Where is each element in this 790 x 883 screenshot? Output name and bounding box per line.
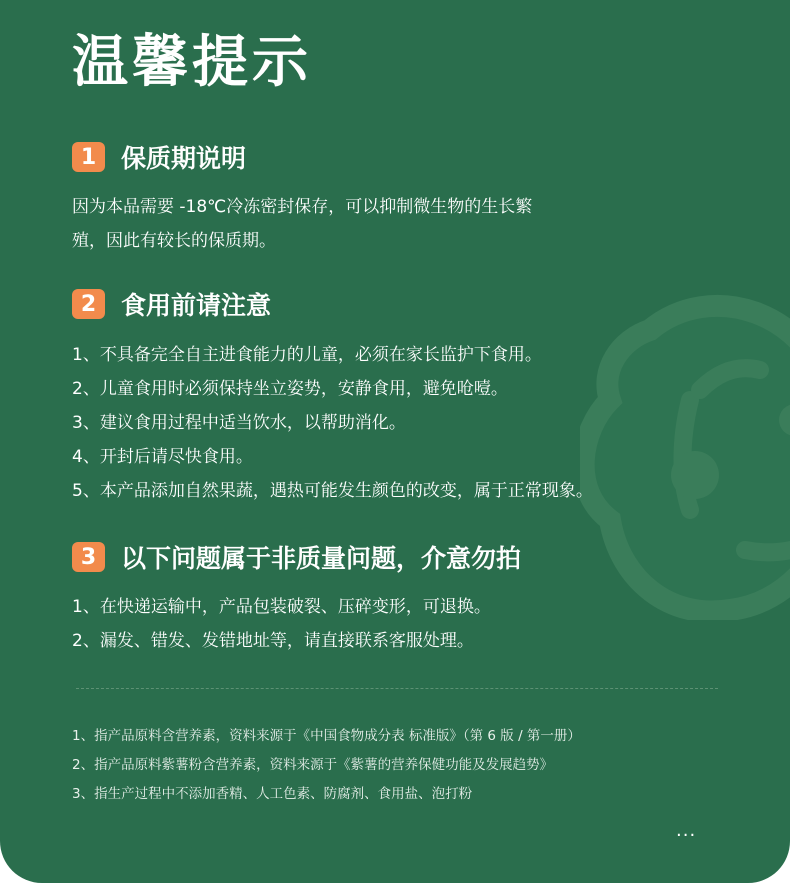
section-3-number-badge: 3 — [72, 542, 105, 572]
section-2-line: 1、不具备完全自主进食能力的儿童，必须在家长监护下食用。 — [72, 345, 542, 365]
decorative-cookie-icon — [580, 290, 790, 620]
section-1-body — [72, 190, 532, 258]
section-1-number-badge: 1 — [72, 142, 105, 172]
section-3-title: 以下问题属于非质量问题，介意勿拍 — [121, 544, 522, 573]
more-ellipsis: ... — [676, 820, 697, 841]
section-2-line: 5、本产品添加自然果蔬，遇热可能发生颜色的改变，属于正常现象。 — [72, 481, 593, 501]
dashed-divider — [76, 688, 718, 689]
section-1-line: 殖，因此有较长的保质期。 — [72, 231, 276, 251]
page-title: 温馨提示 — [72, 30, 312, 95]
section-2-line: 3、建议食用过程中适当饮水，以帮助消化。 — [72, 413, 406, 433]
section-2-number-badge: 2 — [72, 289, 105, 319]
section-1-line: 因为本品需要 -18℃冷冻密封保存，可以抑制微生物的生长繁 — [72, 197, 533, 217]
section-2-body — [72, 338, 593, 508]
footnote: 1、指产品原料含营养素，资料来源于《中国食物成分表 标准版》（第 6 版 / 第一册） — [72, 728, 581, 744]
section-3-line: 2、漏发、错发、发错地址等，请直接联系客服处理。 — [72, 631, 474, 651]
section-2-header — [72, 286, 271, 322]
section-2-line: 4、开封后请尽快食用。 — [72, 447, 253, 467]
section-1-header — [72, 139, 246, 175]
section-2-title: 食用前请注意 — [121, 291, 272, 320]
section-3-body — [72, 590, 491, 658]
section-1-title: 保质期说明 — [121, 144, 247, 173]
section-2-line: 2、儿童食用时必须保持坐立姿势，安静食用，避免呛噎。 — [72, 379, 508, 399]
footnote: 3、指生产过程中不添加香精、人工色素、防腐剂、食用盐、泡打粉 — [72, 786, 473, 802]
section-3-header — [72, 539, 521, 575]
footnotes — [72, 722, 581, 809]
section-3-line: 1、在快递运输中，产品包装破裂、压碎变形，可退换。 — [72, 597, 491, 617]
footnote: 2、指产品原料紫薯粉含营养素，资料来源于《紫薯的营养保健功能及发展趋势》 — [72, 757, 554, 773]
